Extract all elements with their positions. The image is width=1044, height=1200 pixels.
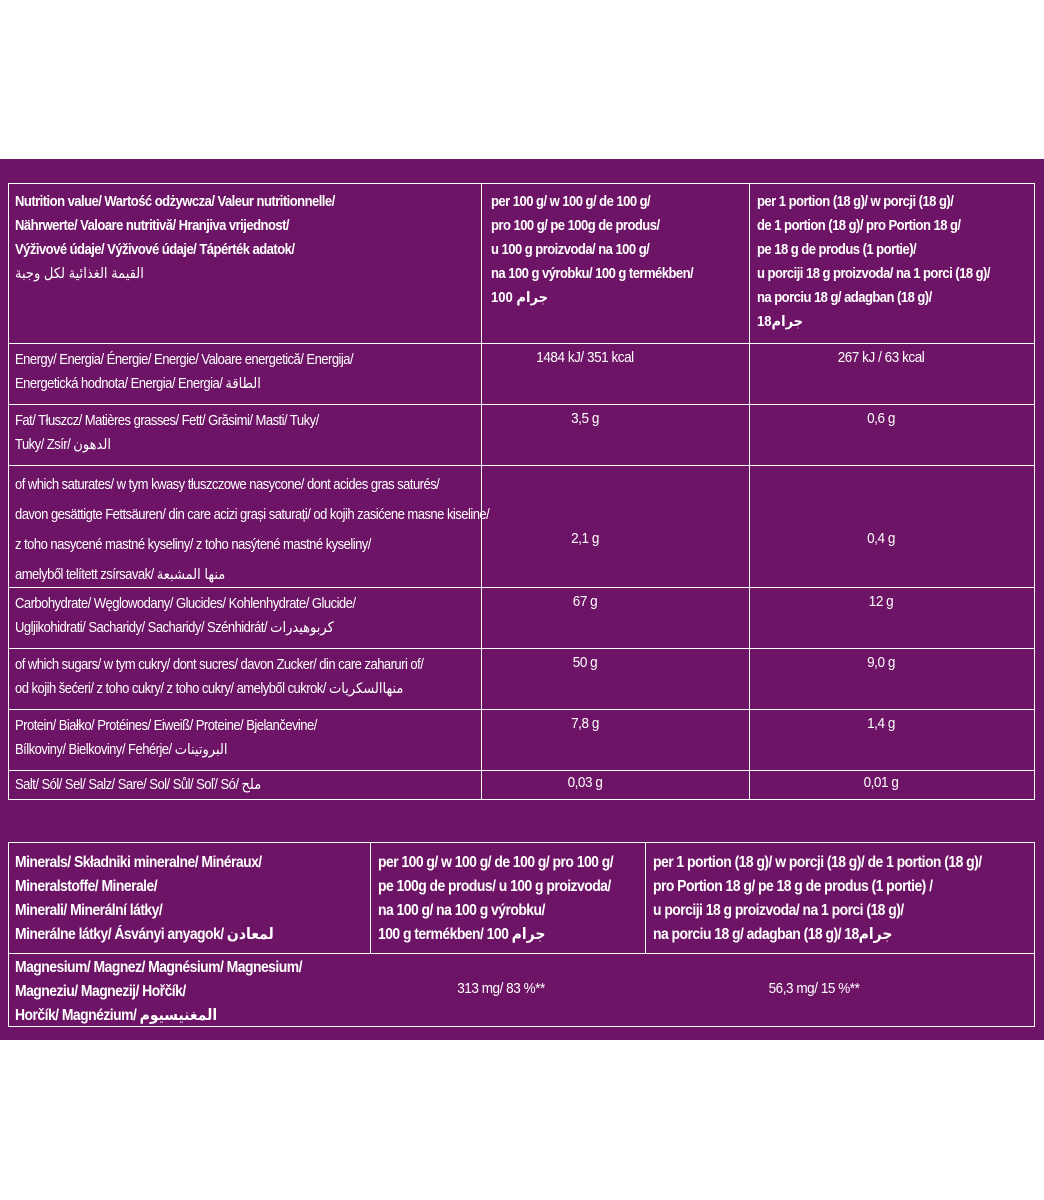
header-portion-line: per 1 portion (18 g)/ w porcji (18 g)/ bbox=[757, 194, 954, 210]
header-portion-cell bbox=[749, 184, 1034, 343]
table-row-fat bbox=[9, 404, 1034, 465]
row-label-line: Bílkoviny/ Bielkoviny/ Fehérje/ البروتينات bbox=[15, 742, 228, 758]
header-label-line: Výživové údaje/ Výživové údaje/ Tápérték adatok/ bbox=[15, 242, 295, 258]
row-label-line: z toho nasycené mastné kyseliny/ z toho nasýtené mastné kyseliny/ bbox=[15, 537, 371, 553]
minerals-portion-cell bbox=[645, 843, 1034, 953]
minerals-header-row bbox=[9, 843, 1034, 953]
header-per100-line: pro 100 g/ pe 100g de produs/ bbox=[491, 218, 660, 234]
divider bbox=[749, 466, 750, 587]
header-per100-line: 100 جرام bbox=[491, 290, 548, 306]
header-per100-line: per 100 g/ w 100 g/ de 100 g/ bbox=[491, 194, 651, 210]
nutrition-header-row bbox=[9, 184, 1034, 343]
divider bbox=[749, 771, 750, 799]
header-portion-line: pe 18 g de produs (1 portie)/ bbox=[757, 242, 917, 258]
row-label-line: amelyből telített zsírsavak/ منها المشبعة bbox=[15, 567, 226, 583]
row-label-line: od kojih šećeri/ z toho cukry/ z toho cukry/ amelyből cukrok/ منهاالسكريات bbox=[15, 681, 404, 697]
minerals-per100-line: na 100 g/ na 100 g výrobku/ bbox=[378, 902, 545, 919]
minerals-table bbox=[8, 842, 1035, 1027]
row-label-line: Fat/ Tłuszcz/ Matières grasses/ Fett/ Grăsimi/ Masti/ Tuky/ bbox=[15, 413, 319, 429]
header-label-line: Nutrition value/ Wartość odżywcza/ Valeur nutritionnelle/ bbox=[15, 194, 335, 210]
minerals-portion-line: per 1 portion (18 g)/ w porcji (18 g)/ de 1 portion (18 g)/ bbox=[653, 854, 982, 871]
nutrition-panel bbox=[0, 159, 1044, 1040]
divider bbox=[481, 771, 482, 799]
header-label-lines bbox=[15, 190, 434, 286]
per100-value: 2,1 g bbox=[571, 530, 599, 547]
header-per100-cell bbox=[481, 184, 749, 343]
per100-value: 67 g bbox=[572, 593, 598, 610]
row-label-cell bbox=[9, 405, 481, 465]
divider bbox=[481, 466, 482, 587]
per100-value: 1484 kJ/ 351 kcal bbox=[536, 349, 634, 366]
divider bbox=[749, 344, 750, 404]
minerals-per100-cell bbox=[370, 843, 645, 953]
per100-value: 50 g bbox=[572, 654, 598, 671]
table-row-salt bbox=[9, 770, 1034, 799]
row-label-cell bbox=[9, 710, 481, 770]
row-label-line: of which saturates/ w tym kwasy tłuszczowe nasycone/ dont acides gras saturés/ bbox=[15, 477, 440, 493]
divider bbox=[481, 649, 482, 709]
header-portion-line: 18جرام bbox=[757, 314, 804, 330]
row-label-line: Tuky/ Zsír/ الدهون bbox=[15, 437, 111, 453]
table-row-protein bbox=[9, 709, 1034, 770]
minerals-label-line: Minerals/ Składniki mineralne/ Minéraux/ bbox=[15, 854, 262, 871]
row-label-line: Magnesium/ Magnez/ Magnésium/ Magnesium/ bbox=[15, 959, 302, 976]
table-row-energy bbox=[9, 343, 1034, 404]
header-per100-line: na 100 g výrobku/ 100 g termékben/ bbox=[491, 266, 694, 282]
portion-value: 267 kJ / 63 kcal bbox=[837, 349, 925, 366]
portion-value: 56,3 mg/ 15 %** bbox=[768, 980, 860, 997]
portion-value: 12 g bbox=[868, 593, 894, 610]
table-row-sugars bbox=[9, 648, 1034, 709]
minerals-portion-line: u porciji 18 g proizvoda/ na 1 porci (18 g)/ bbox=[653, 902, 904, 919]
row-label-line: Horčík/ Magnézium/ المغنيسيوم bbox=[15, 1007, 218, 1024]
header-label-line: القيمة الغذائية لكل وجبة bbox=[15, 266, 144, 282]
minerals-label-line: Minerali/ Minerální látky/ bbox=[15, 902, 163, 919]
header-label-line: Nährwerte/ Valoare nutritivă/ Hranjiva vrijednost/ bbox=[15, 218, 289, 234]
divider bbox=[749, 649, 750, 709]
minerals-portion-line: na porciu 18 g/ adagban (18 g)/ 18جرام bbox=[653, 926, 893, 943]
minerals-label-cell bbox=[9, 843, 370, 953]
minerals-per100-line: 100 g termékben/ 100 جرام bbox=[378, 926, 546, 943]
minerals-per100-line: pe 100g de produs/ u 100 g proizvoda/ bbox=[378, 878, 611, 895]
per100-value: 7,8 g bbox=[571, 715, 599, 732]
per100-value: 0,03 g bbox=[567, 774, 603, 791]
row-label-line: of which sugars/ w tym cukry/ dont sucres/ davon Zucker/ din care zaharuri of/ bbox=[15, 657, 424, 673]
minerals-label-line: Mineralstoffe/ Minerale/ bbox=[15, 878, 158, 895]
row-label-cell bbox=[9, 954, 370, 1026]
portion-value: 9,0 g bbox=[867, 654, 895, 671]
header-per100-lines bbox=[491, 190, 723, 310]
divider bbox=[481, 588, 482, 648]
header-label-cell bbox=[9, 184, 481, 343]
header-portion-line: de 1 portion (18 g)/ pro Portion 18 g/ bbox=[757, 218, 961, 234]
portion-value: 0,6 g bbox=[867, 410, 895, 427]
divider bbox=[481, 405, 482, 465]
header-portion-line: na porciu 18 g/ adagban (18 g)/ bbox=[757, 290, 932, 306]
header-per100-line: u 100 g proizvoda/ na 100 g/ bbox=[491, 242, 650, 258]
row-label-line: davon gesättigte Fettsäuren/ din care acizi grași saturați/ od kojih zasićene masne kiseline/ bbox=[15, 507, 490, 523]
divider bbox=[749, 405, 750, 465]
header-portion-line: u porciji 18 g proizvoda/ na 1 porci (18 g)/ bbox=[757, 266, 990, 282]
table-row-saturates bbox=[9, 465, 1034, 587]
row-label-cell bbox=[9, 588, 481, 648]
row-label-cell bbox=[9, 466, 490, 587]
row-label-line: Protein/ Białko/ Protéines/ Eiweiß/ Proteine/ Bjelančevine/ bbox=[15, 718, 317, 734]
row-label-cell bbox=[9, 344, 481, 404]
minerals-portion-line: pro Portion 18 g/ pe 18 g de produs (1 portie) / bbox=[653, 878, 933, 895]
divider bbox=[749, 588, 750, 648]
minerals-per100-line: per 100 g/ w 100 g/ de 100 g/ pro 100 g/ bbox=[378, 854, 614, 871]
portion-value: 0,4 g bbox=[867, 530, 895, 547]
header-portion-lines bbox=[757, 190, 1006, 334]
row-label-line: Magneziu/ Magnezij/ Hořčík/ bbox=[15, 983, 186, 1000]
table-row-carbohydrate bbox=[9, 587, 1034, 648]
minerals-label-line: Minerálne látky/ Ásványi anyagok/ لمعادن bbox=[15, 926, 274, 943]
row-label-line: Energy/ Energia/ Énergie/ Energie/ Valoare energetică/ Energija/ bbox=[15, 352, 354, 368]
row-label-line: Salt/ Sól/ Sel/ Salz/ Sare/ Sol/ Sůl/ Soľ/ Só/ ملح bbox=[15, 777, 262, 793]
row-label-line: Ugljikohidrati/ Sacharidy/ Sacharidy/ Szénhidrát/ كربوهيدرات bbox=[15, 620, 334, 636]
per100-value: 3,5 g bbox=[571, 410, 599, 427]
per100-value: 313 mg/ 83 %** bbox=[457, 980, 545, 997]
row-label-line: Carbohydrate/ Węglowodany/ Glucides/ Kohlenhydrate/ Glucide/ bbox=[15, 596, 356, 612]
row-label-cell bbox=[9, 771, 481, 799]
row-label-line: Energetická hodnota/ Energia/ Energia/ الطاقة bbox=[15, 376, 261, 392]
portion-value: 0,01 g bbox=[863, 774, 899, 791]
portion-value: 1,4 g bbox=[867, 715, 895, 732]
table-row-magnesium bbox=[9, 953, 1034, 1026]
divider bbox=[481, 710, 482, 770]
row-label-cell bbox=[9, 649, 481, 709]
divider bbox=[481, 344, 482, 404]
divider bbox=[749, 710, 750, 770]
nutrition-table bbox=[8, 183, 1035, 800]
